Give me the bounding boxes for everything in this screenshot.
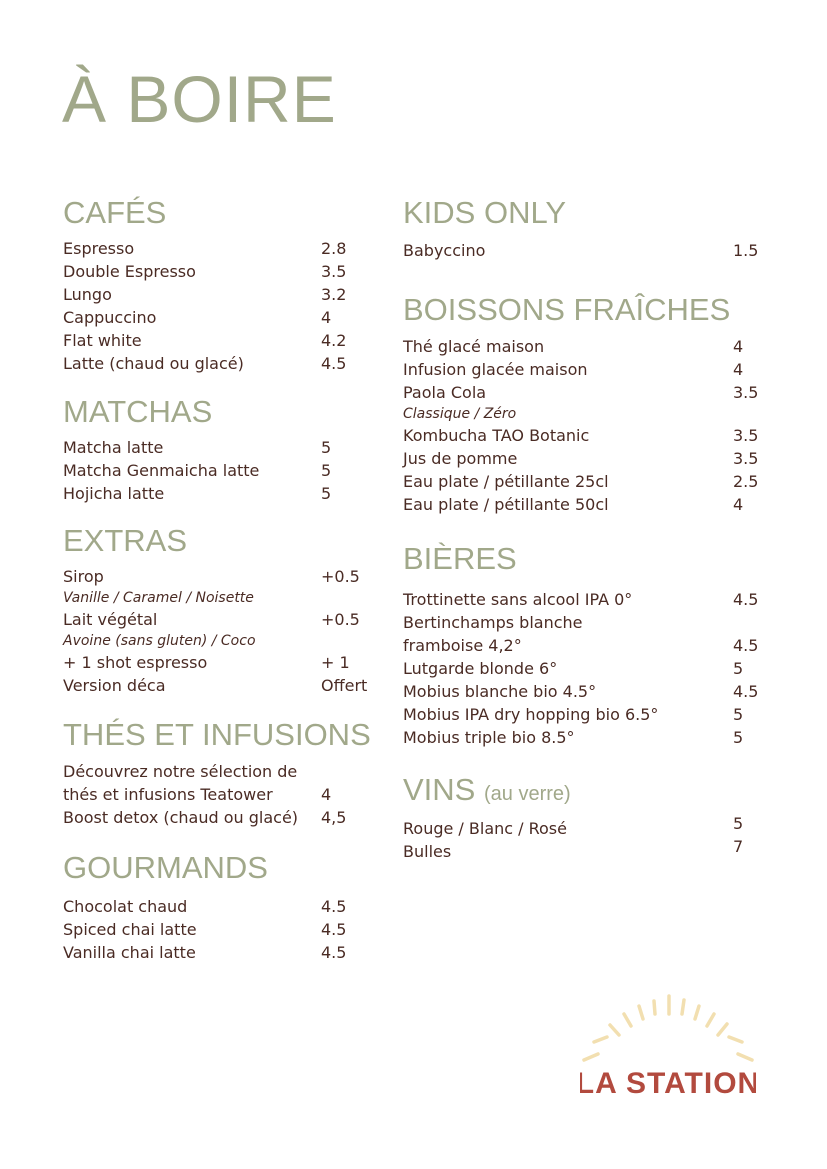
menu-item bbox=[63, 918, 383, 941]
menu-item bbox=[403, 657, 773, 680]
item-price: 4.5 bbox=[733, 590, 759, 609]
menu-item bbox=[63, 608, 383, 631]
item-name: Eau plate / pétillante 25cl bbox=[403, 472, 609, 491]
item-name: Kombucha TAO Botanic bbox=[403, 426, 590, 445]
section-vins bbox=[403, 774, 773, 861]
item-price: 4.5 bbox=[321, 943, 347, 962]
item-price: 4 bbox=[733, 360, 744, 379]
item-name: Vanilla chai latte bbox=[63, 943, 196, 962]
la-station-logo bbox=[580, 990, 756, 1100]
item-name: Espresso bbox=[63, 239, 135, 258]
menu-item bbox=[63, 237, 383, 260]
item-name: Double Espresso bbox=[63, 262, 196, 281]
menu-item bbox=[403, 611, 773, 657]
section-title bbox=[403, 774, 773, 805]
item-name: Bulles bbox=[403, 842, 452, 861]
item-price: 2.5 bbox=[733, 472, 759, 491]
item-price: 5 bbox=[733, 659, 744, 678]
section-gourmands bbox=[63, 852, 383, 964]
menu-item bbox=[403, 424, 773, 447]
item-price: 4.5 bbox=[321, 897, 347, 916]
menu-item bbox=[403, 814, 773, 840]
menu-item bbox=[403, 703, 773, 726]
item-price: 3.5 bbox=[733, 449, 759, 468]
item-name: Mobius blanche bio 4.5° bbox=[403, 682, 597, 701]
item-price: 4 bbox=[733, 495, 744, 514]
item-name: Mobius triple bio 8.5° bbox=[403, 728, 575, 747]
section-bieres bbox=[403, 543, 773, 749]
menu-item bbox=[403, 239, 773, 262]
menu-item bbox=[63, 760, 383, 806]
item-price: Offert bbox=[321, 676, 368, 695]
section-title: MATCHAS bbox=[63, 394, 213, 429]
item-price: 3.5 bbox=[733, 426, 759, 445]
section-title: THÉS ET INFUSIONS bbox=[63, 717, 371, 752]
item-name: Matcha Genmaicha latte bbox=[63, 461, 260, 480]
section-title: KIDS ONLY bbox=[403, 195, 567, 230]
item-price: 4 bbox=[321, 308, 332, 327]
item-note: Avoine (sans gluten) / Coco bbox=[63, 633, 256, 649]
item-name: Eau plate / pétillante 50cl bbox=[403, 495, 609, 514]
sun-rays-icon bbox=[580, 990, 756, 1100]
menu-item bbox=[63, 895, 383, 918]
item-name: Infusion glacée maison bbox=[403, 360, 588, 379]
section-title-text: VINS bbox=[403, 772, 476, 807]
item-price: 4,5 bbox=[321, 808, 347, 827]
item-price: 3.2 bbox=[321, 285, 347, 304]
item-price: 7 bbox=[733, 837, 744, 856]
item-name: Thé glacé maison bbox=[403, 337, 545, 356]
item-name: Rouge / Blanc / Rosé bbox=[403, 819, 567, 838]
item-price: 1.5 bbox=[733, 241, 759, 260]
item-name: Lungo bbox=[63, 285, 112, 304]
item-name: Chocolat chaud bbox=[63, 897, 188, 916]
section-boissons-fraiches bbox=[403, 294, 773, 516]
menu-item bbox=[403, 726, 773, 749]
page-title: À BOIRE bbox=[62, 62, 337, 136]
item-name: Jus de pomme bbox=[403, 449, 518, 468]
item-price: 5 bbox=[733, 705, 744, 724]
item-price: +0.5 bbox=[321, 610, 360, 629]
item-name: Trottinette sans alcool IPA 0° bbox=[403, 590, 633, 609]
item-name: Paola Cola bbox=[403, 383, 487, 402]
section-matchas bbox=[63, 396, 383, 505]
left-column bbox=[63, 0, 383, 1000]
menu-item bbox=[63, 674, 383, 697]
section-cafes bbox=[63, 197, 383, 375]
menu-item bbox=[63, 459, 383, 482]
item-price: 4.5 bbox=[733, 636, 759, 655]
section-title: GOURMANDS bbox=[63, 850, 268, 885]
item-price: 2.8 bbox=[321, 239, 347, 258]
item-price: 3.5 bbox=[321, 262, 347, 281]
right-column bbox=[403, 0, 783, 900]
item-price: 3.5 bbox=[733, 383, 759, 402]
section-title: CAFÉS bbox=[63, 195, 167, 230]
menu-item bbox=[63, 283, 383, 306]
menu-item bbox=[403, 680, 773, 703]
menu-item bbox=[403, 837, 773, 863]
item-name: Bertinchamps blanche framboise 4,2° bbox=[403, 613, 583, 655]
menu-item bbox=[403, 381, 773, 404]
item-price: 5 bbox=[733, 728, 744, 747]
item-name: Flat white bbox=[63, 331, 142, 350]
menu-item bbox=[63, 941, 383, 964]
section-kids-only bbox=[403, 197, 773, 262]
item-price: 5 bbox=[321, 484, 332, 503]
item-name: Sirop bbox=[63, 567, 104, 586]
section-extras bbox=[63, 525, 383, 697]
menu-item bbox=[63, 436, 383, 459]
item-name: Hojicha latte bbox=[63, 484, 165, 503]
item-name: Latte (chaud ou glacé) bbox=[63, 354, 244, 373]
menu-item bbox=[63, 565, 383, 588]
section-title: BOISSONS FRAÎCHES bbox=[403, 292, 731, 327]
section-title: BIÈRES bbox=[403, 541, 517, 576]
menu-item bbox=[403, 447, 773, 470]
menu-item bbox=[403, 470, 773, 493]
menu-item bbox=[403, 588, 773, 611]
menu-item bbox=[63, 651, 383, 674]
item-price: 4.5 bbox=[321, 920, 347, 939]
menu-item bbox=[63, 306, 383, 329]
item-name: Version déca bbox=[63, 676, 166, 695]
item-price: 4 bbox=[321, 785, 332, 804]
menu-item bbox=[403, 335, 773, 358]
item-name: Boost detox (chaud ou glacé) bbox=[63, 808, 299, 827]
item-name: Lait végétal bbox=[63, 610, 158, 629]
menu-item bbox=[403, 358, 773, 381]
item-price: 5 bbox=[321, 461, 332, 480]
menu-item bbox=[63, 352, 383, 375]
section-subtitle: (au verre) bbox=[483, 783, 571, 805]
item-note: Vanille / Caramel / Noisette bbox=[63, 590, 254, 606]
menu-item bbox=[63, 482, 383, 505]
item-name: Découvrez notre sélection de thés et infusions Teatower bbox=[63, 762, 298, 804]
item-price: 4.2 bbox=[321, 331, 347, 350]
section-title: EXTRAS bbox=[63, 523, 188, 558]
menu-item bbox=[63, 806, 383, 829]
item-price: 5 bbox=[733, 814, 744, 833]
item-name: Matcha latte bbox=[63, 438, 164, 457]
menu-item bbox=[63, 329, 383, 352]
logo-text: LA STATION bbox=[580, 1067, 756, 1100]
item-name: Babyccino bbox=[403, 241, 486, 260]
item-price: + 1 bbox=[321, 653, 350, 672]
item-price: 4 bbox=[733, 337, 744, 356]
item-note: Classique / Zéro bbox=[403, 406, 517, 422]
item-name: Spiced chai latte bbox=[63, 920, 197, 939]
item-name: Cappuccino bbox=[63, 308, 157, 327]
item-price: 4.5 bbox=[733, 682, 759, 701]
item-name: Lutgarde blonde 6° bbox=[403, 659, 558, 678]
item-price: +0.5 bbox=[321, 567, 360, 586]
item-name: + 1 shot espresso bbox=[63, 653, 208, 672]
item-price: 4.5 bbox=[321, 354, 347, 373]
item-name: Mobius IPA dry hopping bio 6.5° bbox=[403, 705, 659, 724]
section-thes bbox=[63, 719, 383, 829]
menu-item bbox=[63, 260, 383, 283]
menu-item bbox=[403, 493, 773, 516]
item-price: 5 bbox=[321, 438, 332, 457]
